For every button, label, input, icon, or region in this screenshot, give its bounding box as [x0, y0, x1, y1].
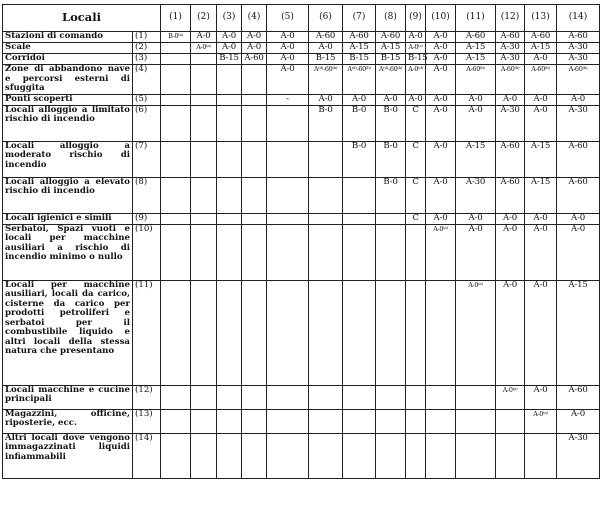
- table-cell: A-60: [496, 177, 525, 213]
- table-cell: A-0: [343, 94, 376, 105]
- table-row: [3, 43, 600, 54]
- table-cell: [161, 43, 191, 54]
- row-label: Locali alloggio a limitato rischio di incendio: [3, 105, 133, 141]
- row-label: Scale: [3, 43, 133, 54]
- column-header: (13): [525, 5, 557, 32]
- table-cell: A-0: [456, 224, 496, 280]
- table-cell: [376, 224, 406, 280]
- column-header: (9): [406, 5, 426, 32]
- table-cell: [191, 433, 217, 478]
- table-row: [3, 409, 600, 433]
- row-label: Locali macchine e cucine principali: [3, 385, 133, 409]
- table-row: [3, 280, 600, 385]
- table-cell: C: [406, 141, 426, 177]
- table-cell: [267, 224, 309, 280]
- table-cell: A-15: [456, 54, 496, 65]
- row-number: (3): [133, 54, 161, 65]
- row-label: Locali igienici e simili: [3, 213, 133, 224]
- row-label: Locali alloggio a moderato rischio di incendio: [3, 141, 133, 177]
- table-cell: A-60⁽ᵇ⁾: [525, 65, 557, 95]
- table-cell: [426, 409, 456, 433]
- table-cell: A-60⁽ᵇ⁾: [557, 65, 600, 95]
- table-cell: A-60: [557, 385, 600, 409]
- table-cell: A-60: [343, 32, 376, 43]
- table-cell: [376, 409, 406, 433]
- row-number: (5): [133, 94, 161, 105]
- table-cell: [242, 409, 267, 433]
- table-cell: A-0: [525, 54, 557, 65]
- table-row: [3, 65, 600, 95]
- table-cell: B-15: [309, 54, 343, 65]
- table-cell: A-0: [426, 177, 456, 213]
- table-cell: [217, 94, 242, 105]
- table-cell: [191, 105, 217, 141]
- table-cell: B-0⁽ᵃ⁾: [161, 32, 191, 43]
- table-cell: [343, 177, 376, 213]
- table-cell: A-15: [456, 141, 496, 177]
- table-row: [3, 94, 600, 105]
- table-cell: C: [406, 213, 426, 224]
- table-cell: A-0⁽ᵈ⁾: [406, 65, 426, 95]
- table-cell: A-60: [242, 54, 267, 65]
- table-cell: [309, 409, 343, 433]
- table-cell: [191, 409, 217, 433]
- table-cell: [217, 213, 242, 224]
- table-cell: [309, 224, 343, 280]
- table-cell: A-0⁽ᵃ⁾: [191, 43, 217, 54]
- table-cell: [496, 433, 525, 478]
- table-cell: [267, 213, 309, 224]
- table-cell: A-15: [525, 141, 557, 177]
- table-cell: A-15: [343, 43, 376, 54]
- table-cell: A-15: [525, 177, 557, 213]
- table-cell: A-0: [426, 105, 456, 141]
- table-cell: [161, 94, 191, 105]
- table-cell: A-0: [242, 43, 267, 54]
- table-cell: A-0⁽ᵃ⁾: [456, 280, 496, 385]
- row-number: (2): [133, 43, 161, 54]
- table-cell: A-0⁽ᵃ⁾: [525, 409, 557, 433]
- row-label: Ponti scoperti: [3, 94, 133, 105]
- table-cell: A-0: [426, 32, 456, 43]
- table-cell: [525, 433, 557, 478]
- table-cell: A-0: [557, 213, 600, 224]
- table-cell: [242, 213, 267, 224]
- table-cell: A-0: [217, 43, 242, 54]
- table-cell: [343, 433, 376, 478]
- table-cell: [343, 385, 376, 409]
- table-cell: A-0: [426, 65, 456, 95]
- table-cell: A-0: [267, 65, 309, 95]
- table-cell: A-15: [376, 43, 406, 54]
- row-label: Magazzini, officine, riposterie, ecc.: [3, 409, 133, 433]
- table-cell: A-60⁽ᵇ⁾: [456, 65, 496, 95]
- table-cell: A-60: [496, 141, 525, 177]
- table-cell: [191, 65, 217, 95]
- table-cell: A-0: [191, 32, 217, 43]
- table-cell: [242, 433, 267, 478]
- table-cell: [376, 280, 406, 385]
- column-header: (2): [191, 5, 217, 32]
- row-label: Serbatoi, Spazi vuoti e locali per macchine ausiliari a rischio di incendio minimo o nullo: [3, 224, 133, 280]
- column-header: (14): [557, 5, 600, 32]
- table-cell: A-0: [456, 213, 496, 224]
- table-cell: [191, 385, 217, 409]
- table-cell: [309, 280, 343, 385]
- table-cell: [406, 280, 426, 385]
- table-cell: [161, 105, 191, 141]
- table-cell: C: [406, 105, 426, 141]
- row-label: Locali alloggio a elevato rischio di incendio: [3, 177, 133, 213]
- table-cell: [426, 433, 456, 478]
- table-cell: A-0: [426, 94, 456, 105]
- table-cell: [376, 385, 406, 409]
- fire-integrity-table: [2, 4, 600, 479]
- row-number: (6): [133, 105, 161, 141]
- table-cell: [217, 385, 242, 409]
- column-header: (10): [426, 5, 456, 32]
- table-cell: [309, 177, 343, 213]
- row-number: (8): [133, 177, 161, 213]
- table-cell: [456, 433, 496, 478]
- table-cell: A-60: [456, 32, 496, 43]
- table-cell: [161, 54, 191, 65]
- table-cell: [242, 105, 267, 141]
- table-cell: [161, 213, 191, 224]
- table-cell: [161, 224, 191, 280]
- row-number: (4): [133, 65, 161, 95]
- table-cell: A-60: [496, 32, 525, 43]
- table-cell: A-0: [242, 32, 267, 43]
- table-cell: B-0: [376, 105, 406, 141]
- table-cell: [242, 65, 267, 95]
- table-cell: [456, 409, 496, 433]
- table-cell: A-0: [426, 213, 456, 224]
- row-label: Altri locali dove vengono immagazzinati liquidi infiammabili: [3, 433, 133, 478]
- table-cell: [496, 409, 525, 433]
- column-header: (6): [309, 5, 343, 32]
- table-cell: B-0: [376, 141, 406, 177]
- table-cell: A-0: [525, 213, 557, 224]
- table-cell: [376, 433, 406, 478]
- table-cell: [426, 385, 456, 409]
- table-cell: A-0: [525, 94, 557, 105]
- table-cell: A-15: [456, 43, 496, 54]
- table-cell: [191, 54, 217, 65]
- table-cell: A-0: [525, 280, 557, 385]
- table-cell: [267, 409, 309, 433]
- table-cell: A⁽ᵈ⁾-60⁽ᵇ⁾: [343, 65, 376, 95]
- table-cell: [267, 280, 309, 385]
- table-cell: A-0: [376, 94, 406, 105]
- table-row: [3, 32, 600, 43]
- table-cell: [191, 280, 217, 385]
- table-cell: A-0: [426, 141, 456, 177]
- table-cell: A-30: [496, 43, 525, 54]
- table-cell: A-0: [267, 32, 309, 43]
- table-row: [3, 224, 600, 280]
- table-cell: A-30: [557, 105, 600, 141]
- row-number: (14): [133, 433, 161, 478]
- column-header: (7): [343, 5, 376, 32]
- table-cell: A⁽ᵈ⁾-60⁽ᵇ⁾: [376, 65, 406, 95]
- table-cell: A-60: [309, 32, 343, 43]
- row-label: Corridoi: [3, 54, 133, 65]
- table-cell: A-0: [406, 32, 426, 43]
- table-cell: [217, 65, 242, 95]
- table-cell: [161, 177, 191, 213]
- row-label: Stazioni di comando: [3, 32, 133, 43]
- table-cell: A-0: [525, 385, 557, 409]
- table-cell: [267, 433, 309, 478]
- table-cell: [343, 409, 376, 433]
- table-cell: [343, 224, 376, 280]
- table-cell: [406, 385, 426, 409]
- table-cell: [161, 409, 191, 433]
- table-cell: A-15: [525, 43, 557, 54]
- table-cell: [161, 280, 191, 385]
- column-header: (5): [267, 5, 309, 32]
- table-cell: A-0: [217, 32, 242, 43]
- table-cell: A-0: [525, 224, 557, 280]
- table-cell: [309, 141, 343, 177]
- table-cell: [217, 280, 242, 385]
- table-cell: B-0: [343, 141, 376, 177]
- table-row: [3, 213, 600, 224]
- row-number: (12): [133, 385, 161, 409]
- row-number: (13): [133, 409, 161, 433]
- table-cell: A-0: [456, 94, 496, 105]
- table-cell: [217, 105, 242, 141]
- column-header: (8): [376, 5, 406, 32]
- table-cell: [267, 141, 309, 177]
- table-cell: B-15: [406, 54, 426, 65]
- table-cell: [161, 141, 191, 177]
- table-cell: B-15: [376, 54, 406, 65]
- table-cell: [242, 94, 267, 105]
- table-cell: [217, 409, 242, 433]
- table-cell: A-60⁽ᵇ⁾: [496, 65, 525, 95]
- table-cell: A-0: [309, 94, 343, 105]
- table-cell: A-0⁽ᵃ⁾: [426, 224, 456, 280]
- table-cell: [406, 224, 426, 280]
- table-cell: [191, 213, 217, 224]
- table-row: [3, 141, 600, 177]
- table-cell: A-0: [309, 43, 343, 54]
- table-cell: [217, 224, 242, 280]
- table-cell: [309, 213, 343, 224]
- table-cell: A-15: [557, 280, 600, 385]
- table-cell: A-60: [376, 32, 406, 43]
- table-row: [3, 433, 600, 478]
- table-cell: A-30: [557, 433, 600, 478]
- table-cell: A-0: [557, 94, 600, 105]
- table-cell: [242, 224, 267, 280]
- table-cell: A-0: [267, 54, 309, 65]
- column-header: (1): [161, 5, 191, 32]
- row-number: (10): [133, 224, 161, 280]
- table-cell: B-0: [309, 105, 343, 141]
- table-cell: [242, 385, 267, 409]
- row-number: (1): [133, 32, 161, 43]
- table-cell: [161, 385, 191, 409]
- table-cell: A-60: [525, 32, 557, 43]
- column-header: (3): [217, 5, 242, 32]
- table-cell: [191, 141, 217, 177]
- table-cell: A-0: [496, 94, 525, 105]
- table-cell: [267, 385, 309, 409]
- table-cell: [191, 177, 217, 213]
- table-cell: [217, 433, 242, 478]
- table-cell: [267, 177, 309, 213]
- table-cell: A-0⁽ᵃ⁾: [496, 385, 525, 409]
- table-cell: A-0: [557, 409, 600, 433]
- table-cell: A-0⁽ᶜ⁾: [406, 43, 426, 54]
- table-cell: A-0: [267, 43, 309, 54]
- table-cell: B-15: [217, 54, 242, 65]
- table-cell: [191, 224, 217, 280]
- table-cell: A-0: [406, 94, 426, 105]
- table-cell: [343, 280, 376, 385]
- table-row: [3, 177, 600, 213]
- row-label: Locali per macchine ausiliari, locali da carico, cisterne da carico per prodotti petroliferi e serbatoi per il combustibile liquido e altri locali della stessa natura che presentano: [3, 280, 133, 385]
- corner-title: Locali: [3, 5, 161, 32]
- table-cell: A-0: [557, 224, 600, 280]
- table-cell: A-30: [557, 43, 600, 54]
- row-number: (7): [133, 141, 161, 177]
- table-row: [3, 385, 600, 409]
- column-header: (4): [242, 5, 267, 32]
- table-cell: B-0: [343, 105, 376, 141]
- table-cell: A-0: [456, 105, 496, 141]
- table-cell: [343, 213, 376, 224]
- header-row: [3, 5, 600, 32]
- table-cell: [242, 177, 267, 213]
- table-cell: B-0: [376, 177, 406, 213]
- table-cell: A⁽ᵈ⁾-60⁽ᵇ⁾: [309, 65, 343, 95]
- table-cell: [242, 280, 267, 385]
- table-cell: A-30: [496, 54, 525, 65]
- table-cell: A-0: [525, 105, 557, 141]
- table-cell: A-30: [456, 177, 496, 213]
- table-cell: A-30: [557, 54, 600, 65]
- table-cell: A-0: [426, 54, 456, 65]
- table-row: [3, 105, 600, 141]
- table-cell: [161, 65, 191, 95]
- row-label: Zone di abbandono nave e percorsi esterni di sfuggita: [3, 65, 133, 95]
- table-cell: C: [406, 177, 426, 213]
- table-cell: [456, 385, 496, 409]
- table-cell: B-15: [343, 54, 376, 65]
- table-cell: [309, 433, 343, 478]
- table-cell: [191, 94, 217, 105]
- column-header: (12): [496, 5, 525, 32]
- table-cell: [309, 385, 343, 409]
- table-cell: -: [267, 94, 309, 105]
- table-cell: [217, 177, 242, 213]
- fire-integrity-table-container: [2, 4, 600, 479]
- table-cell: [406, 433, 426, 478]
- table-cell: A-0: [496, 224, 525, 280]
- table-cell: [242, 141, 267, 177]
- column-header: (11): [456, 5, 496, 32]
- table-cell: [376, 213, 406, 224]
- table-cell: A-0: [496, 280, 525, 385]
- table-cell: A-60: [557, 177, 600, 213]
- row-number: (11): [133, 280, 161, 385]
- table-cell: [406, 409, 426, 433]
- table-cell: [426, 280, 456, 385]
- table-cell: A-60: [557, 32, 600, 43]
- table-cell: A-30: [496, 105, 525, 141]
- table-cell: [217, 141, 242, 177]
- table-cell: [267, 105, 309, 141]
- table-cell: A-0: [496, 213, 525, 224]
- row-number: (9): [133, 213, 161, 224]
- table-cell: A-0: [426, 43, 456, 54]
- table-cell: A-60: [557, 141, 600, 177]
- table-row: [3, 54, 600, 65]
- table-cell: [161, 433, 191, 478]
